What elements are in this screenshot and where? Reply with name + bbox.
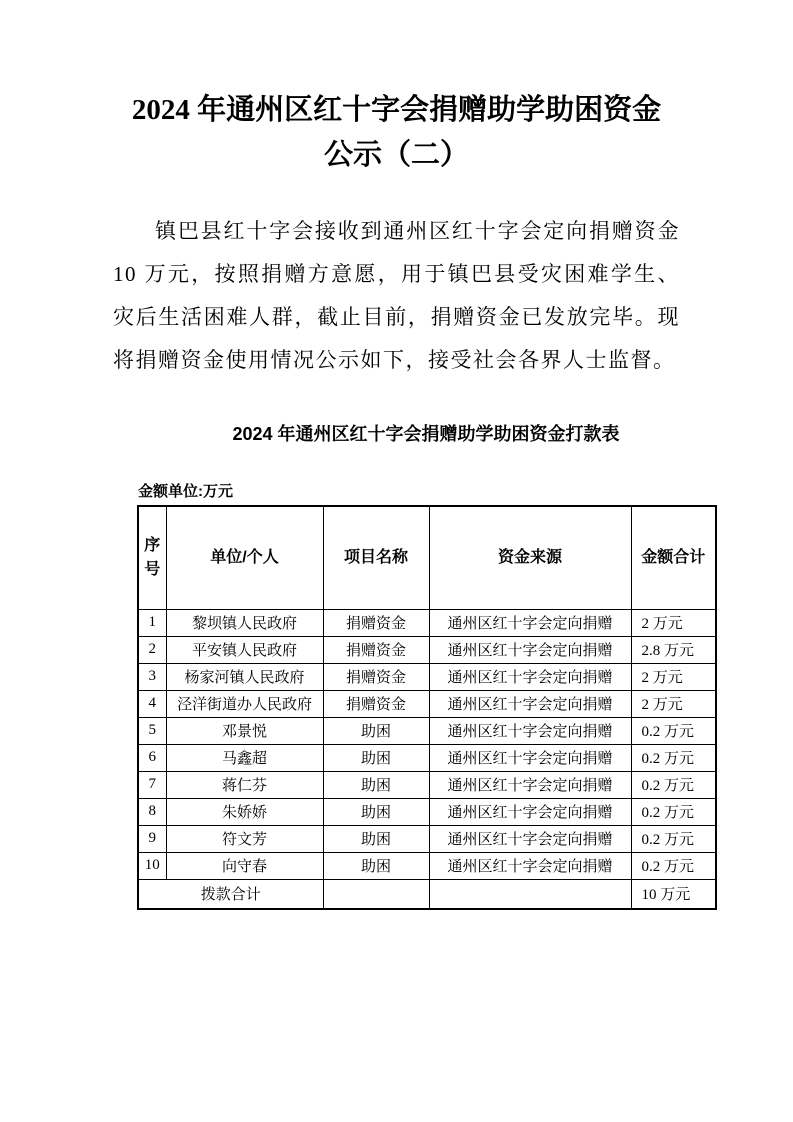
fund-table-footer	[138, 879, 716, 909]
table-row	[138, 744, 716, 771]
footer-row	[138, 879, 716, 909]
cell-serial-number: 4	[138, 690, 166, 717]
cell-unit-or-person: 黎坝镇人民政府	[166, 609, 323, 636]
cell-unit-or-person: 平安镇人民政府	[166, 636, 323, 663]
cell-serial-number: 6	[138, 744, 166, 771]
footer-amount-cell: 10 万元	[631, 879, 716, 909]
cell-project-name: 捐赠资金	[323, 609, 429, 636]
cell-project-name: 助困	[323, 771, 429, 798]
cell-serial-number: 10	[138, 852, 166, 879]
fund-table-body	[138, 609, 716, 879]
cell-project-name: 助困	[323, 825, 429, 852]
cell-project-name: 助困	[323, 852, 429, 879]
cell-amount: 0.2 万元	[631, 852, 716, 879]
cell-unit-or-person: 杨家河镇人民政府	[166, 663, 323, 690]
cell-project-name: 捐赠资金	[323, 663, 429, 690]
cell-fund-source: 通州区红十字会定向捐赠	[429, 825, 631, 852]
cell-amount: 0.2 万元	[631, 771, 716, 798]
cell-serial-number: 1	[138, 609, 166, 636]
cell-fund-source: 通州区红十字会定向捐赠	[429, 744, 631, 771]
cell-amount: 0.2 万元	[631, 798, 716, 825]
cell-serial-number: 2	[138, 636, 166, 663]
header-fund-source: 资金来源	[429, 506, 631, 609]
table-row	[138, 771, 716, 798]
fund-transfer-table	[137, 505, 717, 910]
cell-amount: 2 万元	[631, 690, 716, 717]
cell-fund-source: 通州区红十字会定向捐赠	[429, 798, 631, 825]
cell-unit-or-person: 蒋仁芬	[166, 771, 323, 798]
table-row	[138, 663, 716, 690]
header-project-name: 项目名称	[323, 506, 429, 609]
cell-project-name: 助困	[323, 717, 429, 744]
document-title-line1: 2024 年通州区红十字会捐赠助学助困资金	[131, 94, 662, 126]
table-row	[138, 690, 716, 717]
cell-unit-or-person: 泾洋街道办人民政府	[166, 690, 323, 717]
document-title-line2: 公示（二）	[323, 139, 469, 171]
cell-amount: 2 万元	[631, 663, 716, 690]
cell-unit-or-person: 马鑫超	[166, 744, 323, 771]
cell-fund-source: 通州区红十字会定向捐赠	[429, 663, 631, 690]
header-serial-number: 序号	[138, 506, 166, 609]
cell-fund-source: 通州区红十字会定向捐赠	[429, 852, 631, 879]
document-title	[0, 88, 793, 178]
cell-fund-source: 通州区红十字会定向捐赠	[429, 771, 631, 798]
cell-unit-or-person: 向守春	[166, 852, 323, 879]
amount-unit-note: 金额单位:万元	[138, 483, 233, 500]
cell-serial-number: 9	[138, 825, 166, 852]
cell-fund-source: 通州区红十字会定向捐赠	[429, 609, 631, 636]
cell-serial-number: 5	[138, 717, 166, 744]
cell-amount: 0.2 万元	[631, 744, 716, 771]
cell-project-name: 捐赠资金	[323, 690, 429, 717]
cell-project-name: 助困	[323, 798, 429, 825]
table-row	[138, 609, 716, 636]
header-amount-total: 金额合计	[631, 506, 716, 609]
cell-fund-source: 通州区红十字会定向捐赠	[429, 636, 631, 663]
table-row	[138, 636, 716, 663]
cell-fund-source: 通州区红十字会定向捐赠	[429, 690, 631, 717]
cell-serial-number: 3	[138, 663, 166, 690]
footer-total-label-cell: 拨款合计	[138, 879, 323, 909]
cell-unit-or-person: 朱娇娇	[166, 798, 323, 825]
header-row	[138, 506, 716, 609]
table-row	[138, 717, 716, 744]
cell-amount: 0.2 万元	[631, 825, 716, 852]
header-unit-or-person: 单位/个人	[166, 506, 323, 609]
cell-unit-or-person: 邓景悦	[166, 717, 323, 744]
cell-amount: 2 万元	[631, 609, 716, 636]
cell-amount: 2.8 万元	[631, 636, 716, 663]
footer-source-cell	[429, 879, 631, 909]
cell-fund-source: 通州区红十字会定向捐赠	[429, 717, 631, 744]
fund-table-header	[138, 506, 716, 609]
body-paragraph: 镇巴县红十字会接收到通州区红十字会定向捐赠资金 10 万元，按照捐赠方意愿，用于镇巴县受灾困难学生、灾后生活困难人群，截止目前，捐赠资金已发放完毕。现将捐赠资金使用情况公示如下，接受社会各界人士监督。	[113, 219, 680, 372]
table-title: 2024 年通州区红十字会捐赠助学助困资金打款表	[232, 424, 620, 444]
table-row	[138, 852, 716, 879]
table-row	[138, 825, 716, 852]
table-row	[138, 798, 716, 825]
cell-project-name: 助困	[323, 744, 429, 771]
cell-serial-number: 7	[138, 771, 166, 798]
cell-project-name: 捐赠资金	[323, 636, 429, 663]
footer-project-cell	[323, 879, 429, 909]
cell-unit-or-person: 符文芳	[166, 825, 323, 852]
cell-amount: 0.2 万元	[631, 717, 716, 744]
cell-serial-number: 8	[138, 798, 166, 825]
